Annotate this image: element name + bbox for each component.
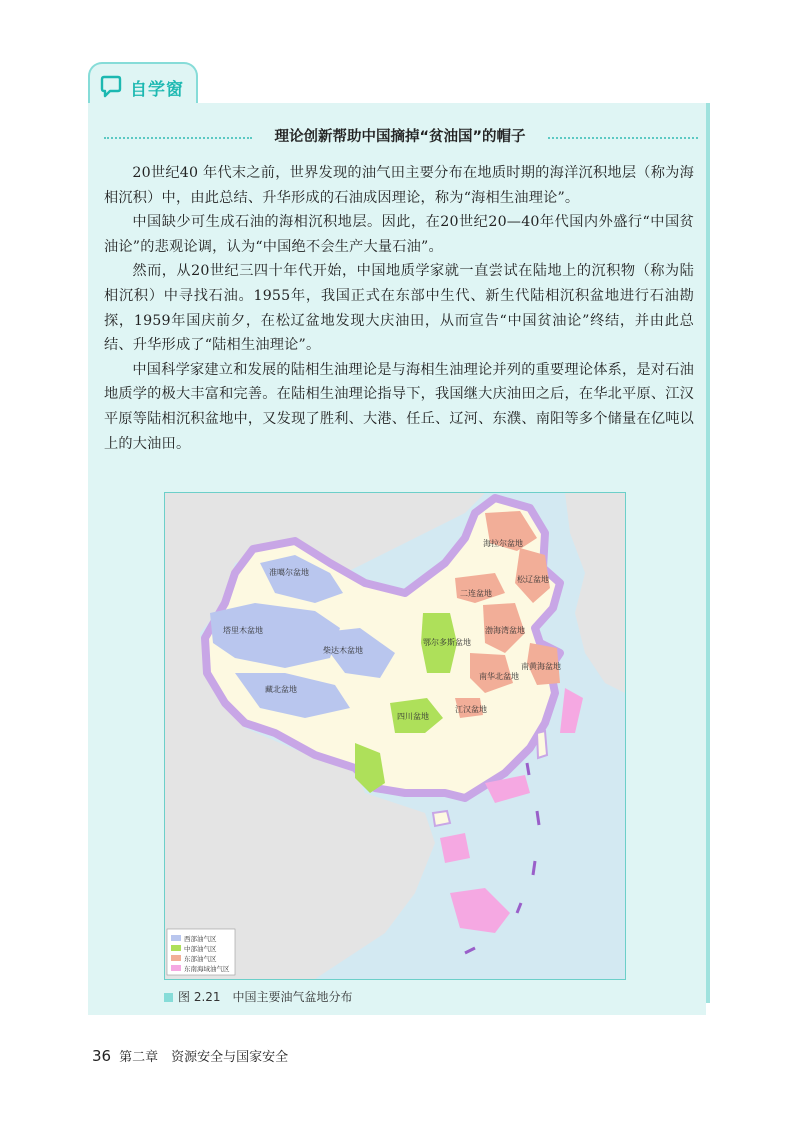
map-svg xyxy=(165,493,625,979)
body-text xyxy=(104,161,694,456)
figure-caption-text: 图 2.21 中国主要油气盆地分布 xyxy=(178,990,353,1004)
figure-caption xyxy=(164,988,353,1005)
legend-label-west: 西部油气区 xyxy=(184,935,217,943)
label-south-yellow: 南黄海盆地 xyxy=(521,662,561,671)
paragraph: 中国缺少可生成石油的海相沉积地层。因此，在20世纪20—40年代国内外盛行“中国贫油论”的悲观论调，认为“中国绝不会生产大量石油”。 xyxy=(104,214,694,255)
label-hailar: 海拉尔盆地 xyxy=(483,539,523,548)
chapter-title: 第二章 资源安全与国家安全 xyxy=(119,1050,289,1065)
label-bohai: 渤海湾盆地 xyxy=(485,626,525,635)
label-tarim: 塔里木盆地 xyxy=(223,626,263,635)
label-ordos: 鄂尔多斯盆地 xyxy=(423,638,471,647)
legend-label-central: 中部油气区 xyxy=(184,945,217,953)
paragraph: 然而，从20世纪三四十年代开始，中国地质学家就一直尝试在陆地上的沉积物（称为陆相沉积）中寻找石油。1955年，我国正式在东部中生代、新生代陆相沉积盆地进行石油勘探，1959年国庆前夕，在松辽盆地发现大庆油田，从而宣告“中国贫油论”终结，并由此总结、升华形成了“陆相生油理论”。 xyxy=(104,263,694,354)
title-divider-right xyxy=(548,137,698,139)
label-jianghan: 江汉盆地 xyxy=(455,705,487,714)
label-junggar: 准噶尔盆地 xyxy=(269,568,309,577)
oil-basin-map xyxy=(164,492,626,980)
page-number: 36 xyxy=(92,1047,112,1065)
se-sea-basin-3 xyxy=(440,833,470,863)
label-south-huabei: 南华北盆地 xyxy=(479,672,519,681)
self-study-label: 自学窗 xyxy=(130,80,184,100)
title-divider-left xyxy=(104,137,252,139)
legend-swatch-east xyxy=(171,955,181,961)
legend-label-southeast-sea: 东南海域油气区 xyxy=(184,965,230,973)
map-legend xyxy=(167,929,235,975)
legend-swatch-central xyxy=(171,945,181,951)
hainan-island xyxy=(433,811,450,826)
legend-swatch-southeast-sea xyxy=(171,965,181,971)
label-qaidam: 柴达木盆地 xyxy=(323,646,363,655)
speech-bubble-icon xyxy=(98,74,124,100)
label-songliao: 松辽盆地 xyxy=(517,575,549,584)
legend-swatch-west xyxy=(171,935,181,941)
label-sichuan: 四川盆地 xyxy=(397,712,429,721)
section-title: 理论创新帮助中国摘掉“贫油国”的帽子 xyxy=(274,129,526,145)
paragraph: 20世纪40 年代末之前，世界发现的油气田主要分布在地质时期的海洋沉积地层（称为海相沉积）中，由此总结、升华形成的石油成因理论，称为“海相生油理论”。 xyxy=(104,165,694,206)
paragraph: 中国科学家建立和发展的陆相生油理论是与海相生油理论并列的重要理论体系，是对石油地质学的极大丰富和完善。在陆相生油理论指导下，我国继大庆油田之后，在华北平原、江汉平原等陆相沉积盆地中，又发现了胜利、大港、任丘、辽河、东濮、南阳等多个储量在亿吨以上的大油田。 xyxy=(104,361,694,452)
page-footer xyxy=(92,1046,288,1065)
label-erlian: 二连盆地 xyxy=(460,589,492,598)
legend-label-east: 东部油气区 xyxy=(184,955,217,963)
taiwan-island xyxy=(537,731,547,758)
label-tibet: 藏北盆地 xyxy=(265,685,297,694)
panel-edge xyxy=(706,103,710,1003)
caption-marker xyxy=(164,993,173,1002)
